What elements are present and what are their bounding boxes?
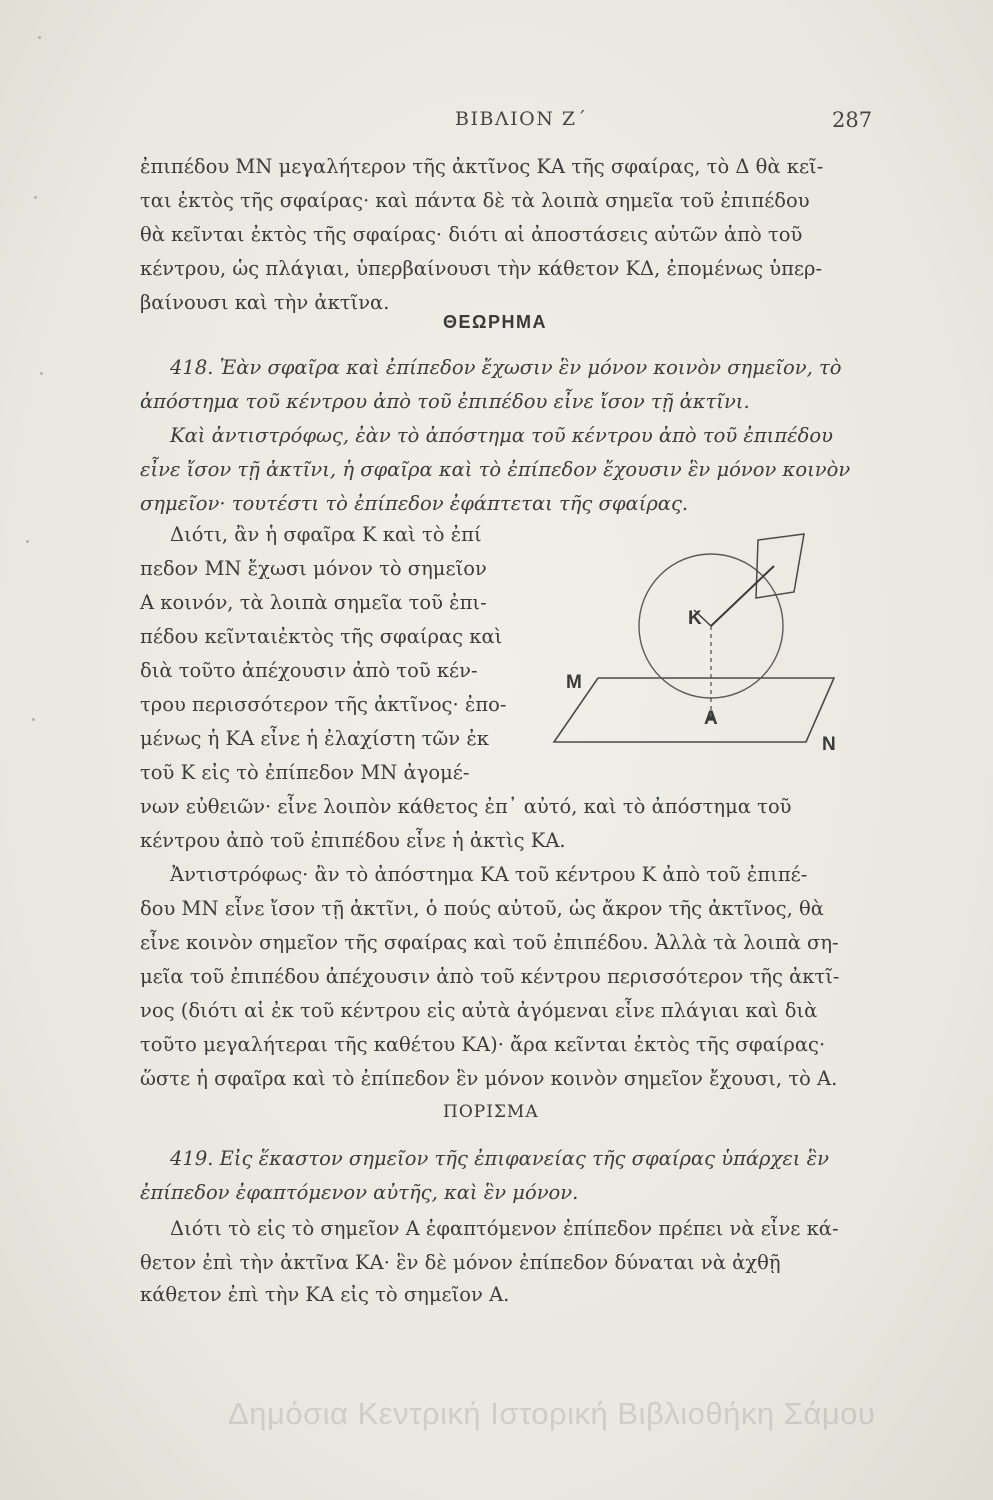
intro-line: ται ἐκτὸς τῆς σφαίρας· καὶ πάντα δὲ τὰ λοιπὰ σημεῖα τοῦ ἐπιπέδου (140, 189, 810, 212)
figure-drawing (548, 528, 854, 780)
proof-line: νων εὐθειῶν· εἶνε λοιπὸν κάθετος ἐπ᾽ αὐτό, καὶ τὸ ἀπόστημα τοῦ (140, 795, 792, 818)
proof-line: κέντρου ἀπὸ τοῦ ἐπιπέδου εἶνε ἡ ἀκτὶς ΚΑ. (140, 829, 566, 852)
converse-statement-line: Καὶ ἀντιστρόφως, ἐὰν τὸ ἀπόστημα τοῦ κέντρου ἀπὸ τοῦ ἐπιπέδου (170, 424, 833, 447)
label-n: Ν (822, 734, 836, 755)
scan-speck (26, 540, 29, 543)
proof-line: Α κοινόν, τὰ λοιπὰ σημεῖα τοῦ ἐπι- (140, 591, 487, 614)
converse-proof-line: Ἀντιστρόφως· ἂν τὸ ἀπόστημα ΚΑ τοῦ κέντρου Κ ἀπὸ τοῦ ἐπιπέ- (170, 863, 808, 886)
intro-line: βαίνουσι καὶ τὴν ἀκτῖνα. (140, 291, 390, 314)
proof-line: πεδον ΜΝ ἔχωσι μόνον τὸ σημεῖον (140, 557, 487, 580)
converse-proof-line: μεῖα τοῦ ἐπιπέδου ἀπέχουσιν ἀπὸ τοῦ κέντρου περισσότερον τῆς ἀκτῖ- (140, 965, 840, 988)
converse-proof-line: ὥστε ἡ σφαῖρα καὶ τὸ ἐπίπεδον ἓν μόνον κοινὸν σημεῖον ἔχουσι, τὸ Α. (140, 1067, 838, 1090)
proof-line: τρου περισσότερον τῆς ἀκτῖνος· ἐπο- (140, 693, 507, 716)
proof-line: μένως ἡ ΚΑ εἶνε ἡ ἐλαχίστη τῶν ἐκ (140, 727, 489, 750)
library-watermark: Δημόσια Κεντρική Ιστορική Βιβλιοθήκη Σάμου (228, 1396, 876, 1431)
intro-line: θὰ κεῖνται ἐκτὸς τῆς σφαίρας· διότι αἱ ἀποστάσεις αὐτῶν ἀπὸ τοῦ (140, 223, 803, 246)
plane-mn (554, 678, 834, 742)
sphere-tangent-plane-figure (548, 528, 854, 780)
corollary-proof-line: κάθετον ἐπὶ τὴν ΚΑ εἰς τὸ σημεῖον Α. (140, 1283, 510, 1306)
converse-proof-line: εἶνε κοινὸν σημεῖον τῆς σφαίρας καὶ τοῦ ἐπιπέδου. Ἀλλὰ τὰ λοιπὰ ση- (140, 931, 839, 954)
label-m: Μ (566, 672, 582, 693)
page-header (0, 108, 993, 138)
converse-proof-line: νος (διότι αἱ ἐκ τοῦ κέντρου εἰς αὐτὰ ἀγόμεναι εἶνε πλάγιαι καὶ διὰ (140, 999, 818, 1022)
intro-line: ἐπιπέδου ΜΝ μεγαλήτερον τῆς ἀκτῖνος ΚΑ τῆς σφαίρας, τὸ Δ θὰ κεῖ- (140, 155, 824, 178)
proof-line: διὰ τοῦτο ἀπέχουσιν ἀπὸ τοῦ κέν- (140, 659, 478, 682)
intro-line: κέντρου, ὡς πλάγιαι, ὑπερβαίνουσι τὴν κάθετον ΚΔ, ἐπομένως ὑπερ- (140, 257, 823, 280)
page-number: 287 (832, 108, 873, 132)
theorem-statement-line: ἀπόστημα τοῦ κέντρου ἀπὸ τοῦ ἐπιπέδου εἶνε ἴσον τῇ ἀκτῖνι. (140, 390, 750, 413)
scan-speck (40, 372, 43, 375)
corollary-proof-line: θετον ἐπὶ τὴν ἀκτῖνα ΚΑ· ἓν δὲ μόνον ἐπίπεδον δύναται νὰ ἀχθῇ (140, 1251, 781, 1274)
scan-speck (38, 36, 41, 39)
corollary-statement-line: ἐπίπεδον ἐφαπτόμενον αὐτῆς, καὶ ἓν μόνον. (140, 1181, 579, 1204)
label-k: Κ (688, 608, 702, 629)
proof-line: πέδου κεῖνταιἐκτὸς τῆς σφαίρας καὶ (140, 625, 503, 648)
running-title: ΒΙΒΛΙΟΝ Ζ΄ (455, 108, 588, 130)
converse-statement-line: εἶνε ἴσον τῇ ἀκτῖνι, ἡ σφαῖρα καὶ τὸ ἐπίπεδον ἔχουσιν ἓν μόνον κοινὸν (140, 458, 851, 481)
converse-proof-line: δου ΜΝ εἶνε ἴσον τῇ ἀκτῖνι, ὁ πούς αὐτοῦ, ὡς ἄκρον τῆς ἀκτῖνος, θὰ (140, 897, 824, 920)
converse-statement-line: σημεῖον· τουτέστι τὸ ἐπίπεδον ἐφάπτεται τῆς σφαίρας. (140, 492, 689, 515)
corollary-statement-line: 419. Εἰς ἕκαστον σημεῖον τῆς ἐπιφανείας τῆς σφαίρας ὑπάρχει ἓν (170, 1147, 829, 1170)
scan-speck (32, 718, 35, 721)
proof-line: τοῦ Κ εἰς τὸ ἐπίπεδον ΜΝ ἀγομέ- (140, 761, 470, 784)
corollary-heading: ΠΟΡΙΣΜΑ (443, 1102, 539, 1122)
proof-line: Διότι, ἂν ἡ σφαῖρα Κ καὶ τὸ ἐπί (170, 523, 482, 546)
corollary-proof-line: Διότι τὸ εἰς τὸ σημεῖον Α ἐφαπτόμενον ἐπίπεδον πρέπει νὰ εἶνε κά- (170, 1217, 839, 1240)
converse-proof-line: τοῦτο μεγαλήτεραι τῆς καθέτου ΚΑ)· ἄρα κεῖνται ἐκτὸς τῆς σφαίρας· (140, 1033, 826, 1056)
section-rectangle (756, 534, 804, 598)
label-a: Α (704, 708, 718, 729)
theorem-statement-line: 418. Ἐὰν σφαῖρα καὶ ἐπίπεδον ἔχωσιν ἓν μόνον κοινὸν σημεῖον, τὸ (170, 356, 842, 379)
theorem-heading: ΘΕΩΡΗΜΑ (443, 312, 547, 332)
scan-speck (34, 196, 37, 199)
